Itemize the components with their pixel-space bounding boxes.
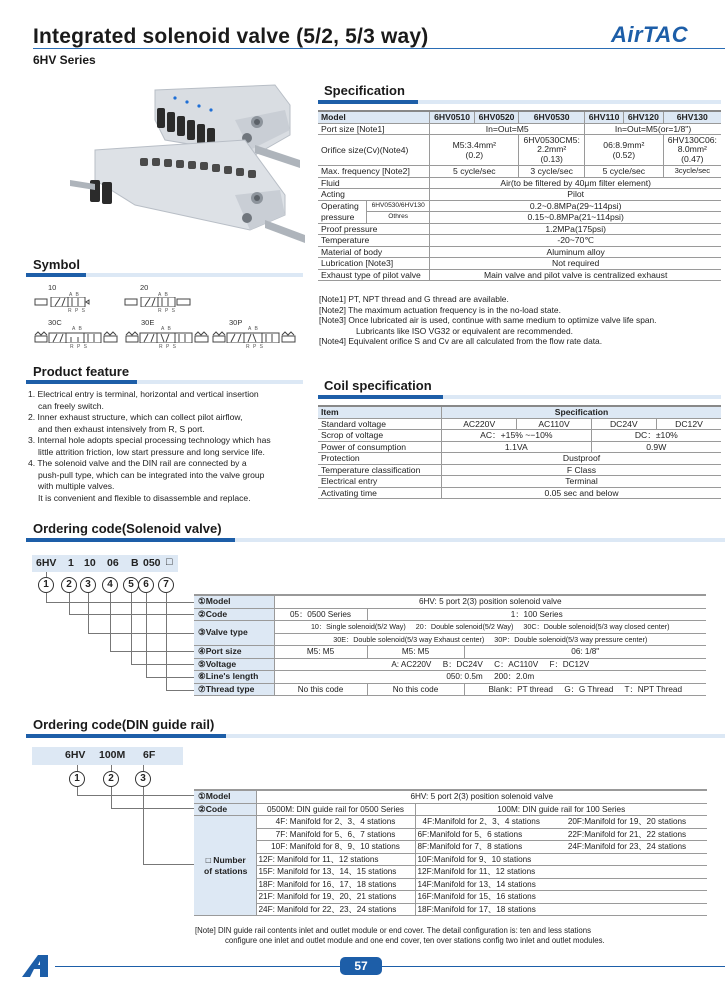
order-value: No this code — [367, 683, 464, 696]
order-value: M5: M5 — [367, 646, 464, 659]
order-key-stations — [194, 816, 256, 916]
coil-label: Standard voltage — [318, 418, 442, 430]
note-1: [Note1] PT, NPT thread and G thread are available. — [319, 294, 509, 304]
coil-header-row — [318, 406, 721, 418]
spec-label: Temperature — [318, 235, 430, 247]
series-label: 6HV Series — [33, 53, 96, 67]
connector-line — [111, 787, 112, 808]
coil-label: Electrical entry — [318, 476, 442, 488]
connector-line — [77, 787, 78, 795]
callout-1: 1 — [38, 577, 54, 593]
feature-item-continued: with multiple valves. — [38, 481, 115, 491]
ordering-valve-heading: Ordering code(Solenoid valve) — [33, 521, 222, 536]
order-key: ⑤Voltage — [194, 658, 274, 671]
callout-3: 3 — [80, 577, 96, 593]
station-option: 14F:Manifold for 13、14 stations — [415, 878, 547, 891]
station-option — [547, 903, 707, 916]
valve-symbol-icon — [212, 331, 297, 343]
spec-model-col: 6HV120 — [624, 111, 664, 123]
coil-label: Scrop of voltage — [318, 430, 442, 442]
coil-value: AC220V — [442, 418, 517, 430]
spec-model-col: 6HV130 — [663, 111, 721, 123]
order-value: No this code — [274, 683, 367, 696]
rail-row-stations — [194, 853, 707, 866]
coil-value: AC：+15% ~−10% — [442, 430, 592, 442]
rail-ordering-table — [194, 789, 707, 916]
coil-value: 1.1VA — [442, 441, 592, 453]
spec-model-col: 6HV0510 — [430, 111, 474, 123]
connector-line — [166, 593, 167, 690]
note-3-continued: Lubricants like ISO VG32 or equivalent are recommended. — [356, 325, 573, 336]
rail-row-stations — [194, 891, 707, 904]
label-line: pressure — [321, 211, 355, 222]
valve-order-code — [32, 555, 178, 572]
coil-row-voltage — [318, 418, 721, 430]
spec-value: -20~70℃ — [430, 235, 721, 247]
spec-row-acting — [318, 189, 721, 201]
station-option: 8F:Manifold for 7、8 stations — [415, 841, 547, 854]
callout-3: 3 — [135, 771, 151, 787]
coil-row-activating — [318, 487, 721, 499]
spec-label: Material of body — [318, 246, 430, 258]
spec-sublabel: 6HV0530/6HV130 — [367, 200, 430, 212]
coil-spec-heading: Coil specification — [324, 378, 432, 393]
rail-row-model — [194, 790, 707, 803]
connector-line — [110, 651, 194, 652]
coil-value: 0.9W — [591, 441, 721, 453]
coil-row-entry — [318, 476, 721, 488]
cv-value: (0.13) — [540, 153, 563, 164]
spec-label: Acting — [318, 189, 430, 201]
spec-value — [585, 135, 664, 166]
rail-order-code — [32, 747, 183, 765]
product-feature-list — [28, 389, 318, 504]
spec-sublabel: Othres — [367, 212, 430, 224]
feature-item: 4. The solenoid valve and the DIN rail are connected by a — [28, 458, 247, 468]
coil-row-temp-class — [318, 464, 721, 476]
spec-label: Fluid — [318, 177, 430, 189]
station-option: 12F:Manifold for 11、12 stations — [415, 866, 547, 879]
order-value: 05：0500 Series — [274, 608, 367, 621]
spec-model-col: 6HV110 — [585, 111, 624, 123]
rail-row-stations — [194, 828, 707, 841]
symbol-code: 30E — [141, 318, 155, 327]
title-divider — [33, 48, 725, 49]
feature-item-continued: push-pull type, which can be integrated into the valve group — [38, 469, 265, 480]
order-row-port-size — [194, 646, 706, 659]
symbol-code: 10 — [48, 283, 57, 292]
connector-line — [111, 808, 194, 809]
footer-divider — [55, 966, 725, 967]
valve-symbol-icon — [34, 331, 119, 343]
callout-7: 7 — [158, 577, 174, 593]
order-value: 050: 0.5m 200：2.0m — [274, 671, 706, 684]
port-labels-bottom: R P S — [159, 344, 177, 350]
rail-row-stations — [194, 816, 707, 829]
code-part-code: 100M — [99, 749, 126, 761]
order-value: Blank：PT thread G：G Thread T：NPT Thread — [464, 683, 706, 696]
connector-line — [88, 593, 89, 633]
order-key: ③Valve type — [194, 621, 274, 646]
spec-label: Port size [Note1] — [318, 123, 430, 135]
rail-row-stations — [194, 878, 707, 891]
coil-label: Activating time — [318, 487, 442, 499]
coil-value: AC110V — [517, 418, 591, 430]
order-row-length — [194, 671, 706, 684]
station-option — [547, 878, 707, 891]
rail-note-line: configure one inlet and outlet module and one end cover, ten over stations config two inlet and outlet modules. — [225, 936, 605, 945]
feature-item: 3. Internal hole adopts special processing technology which has — [28, 435, 271, 445]
spec-value: Aluminum alloy — [430, 246, 721, 258]
spec-row-proof-pressure — [318, 223, 721, 235]
connector-line — [110, 593, 111, 651]
port-labels-bottom: R P S — [158, 308, 176, 314]
manifold-illustration-icon — [35, 80, 305, 250]
spec-model-col: 6HV0520 — [474, 111, 518, 123]
spec-value — [519, 135, 585, 166]
coil-spec-table — [318, 405, 721, 499]
specification-heading: Specification — [324, 83, 405, 98]
order-value: M5: M5 — [274, 646, 367, 659]
spec-value: Main valve and pilot valve is centralized exhaust — [430, 269, 721, 281]
specification-heading-bar — [318, 100, 721, 104]
station-option: 15F: Manifold for 13、14、15 stations — [256, 866, 415, 879]
symbol-30c — [34, 318, 119, 348]
spec-label: Exhaust type of pilot valve — [318, 269, 430, 281]
coil-row-scope — [318, 430, 721, 442]
product-feature-heading: Product feature — [33, 364, 130, 379]
port-labels-top: A B — [248, 326, 259, 332]
spec-value: Air(to be filtered by 40μm filter element) — [430, 177, 721, 189]
cv-value: (0.52) — [612, 150, 636, 160]
rail-row-stations — [194, 866, 707, 879]
orifice-value: 2.2mm² — [537, 144, 567, 155]
product-feature-heading-bar — [26, 380, 303, 384]
connector-line — [146, 593, 147, 677]
symbol-10 — [34, 283, 94, 313]
coil-spec-label: Specification — [442, 406, 722, 418]
label-line: Operating — [321, 200, 359, 211]
code-part-voltage: B — [131, 557, 139, 569]
spec-value: 0.15~0.8MPa(21~114psi) — [430, 212, 721, 224]
port-labels-top: A B — [69, 292, 80, 298]
order-row-model — [194, 595, 706, 608]
station-option: 24F: Manifold for 22、23、24 stations — [256, 903, 415, 916]
connector-line — [143, 787, 144, 864]
connector-line — [143, 864, 194, 865]
station-option: 16F:Manifold for 15、16 stations — [415, 891, 547, 904]
orifice-value: 06:8.9mm² — [603, 140, 645, 150]
rail-row-stations — [194, 841, 707, 854]
feature-item-continued: It is convenient and flexible to disassemble and replace. — [38, 492, 251, 503]
spec-value: Not required — [430, 258, 721, 270]
spec-model-col: 6HV0530 — [519, 111, 585, 123]
symbol-code: 20 — [140, 283, 149, 292]
ordering-rail-heading: Ordering code(DIN guide rail) — [33, 717, 215, 732]
valve-ordering-table — [194, 594, 706, 696]
symbol-code: 30P — [229, 318, 243, 327]
code-part-length: 050 — [143, 557, 161, 569]
station-option: 6F:Manifold for 5、6 stations — [415, 828, 547, 841]
spec-value: 0.2~0.8MPa(29~114psi) — [430, 200, 721, 212]
port-labels-top: A B — [72, 326, 83, 332]
product-image — [35, 80, 305, 250]
coil-value: DC12V — [657, 418, 722, 430]
port-labels-bottom: R P S — [70, 344, 88, 350]
spec-value — [430, 135, 519, 166]
coil-value: DC24V — [591, 418, 656, 430]
station-option: 10F:Manifold for 9、10 stations — [415, 853, 547, 866]
code-part-thread: □ — [166, 556, 173, 568]
connector-line — [46, 593, 47, 602]
order-row-code — [194, 608, 706, 621]
note-2: [Note2] The maximum actuation frequency is in the no-load state. — [319, 304, 561, 315]
coil-label: Protection — [318, 453, 442, 465]
spec-value: 3 cycle/sec — [519, 166, 585, 178]
ordering-valve-heading-bar — [26, 538, 725, 542]
spec-row-exhaust — [318, 269, 721, 281]
station-option: 12F: Manifold for 11、12 stations — [256, 853, 415, 866]
footer-brand-mark-icon — [18, 955, 54, 982]
port-labels-top: A B — [158, 292, 169, 298]
callout-2: 2 — [61, 577, 77, 593]
page-title: Integrated solenoid valve (5/2, 5/3 way) — [33, 25, 429, 48]
coil-value: F Class — [442, 464, 722, 476]
cv-value: (0.47) — [681, 153, 704, 164]
station-option: 18F: Manifold for 16、17、18 stations — [256, 878, 415, 891]
station-option: 10F: Manifold for 8、9、10 stations — [256, 841, 415, 854]
coil-value: DC：±10% — [591, 430, 721, 442]
feature-item: 2. Inner exhaust structure, which can collect pilot airflow, — [28, 412, 243, 422]
spec-header-row — [318, 111, 721, 123]
spec-row-lubrication — [318, 258, 721, 270]
coil-label: Temperature classification — [318, 464, 442, 476]
spec-row-operating-pressure-2 — [318, 212, 721, 224]
rail-note-line: [Note] DIN guide rail contents inlet and outlet module or end cover. The detail configuration is: ten and less stations — [195, 926, 591, 935]
callout-1: 1 — [69, 771, 85, 787]
connector-line — [77, 795, 194, 796]
callout-4: 4 — [102, 577, 118, 593]
spec-row-orifice — [318, 135, 721, 166]
order-value: A: AC220V B：DC24V C：AC110V F：DC12V — [274, 658, 706, 671]
station-option — [547, 853, 707, 866]
order-key: ①Model — [194, 595, 274, 608]
order-value: 1：100 Series — [367, 608, 706, 621]
valve-symbol-icon — [124, 297, 192, 307]
callout-6: 6 — [138, 577, 154, 593]
spec-label: Proof pressure — [318, 223, 430, 235]
specification-table — [318, 110, 721, 281]
order-key: ①Model — [194, 790, 256, 803]
code-part-model: 6HV — [36, 557, 57, 569]
coil-label: Power of consumption — [318, 441, 442, 453]
station-option — [547, 866, 707, 879]
symbol-20 — [124, 283, 194, 313]
code-part-model: 6HV — [65, 749, 86, 761]
symbol-30p — [212, 318, 297, 348]
orifice-value: 8.0mm² — [677, 144, 707, 155]
symbol-heading-bar — [26, 273, 303, 277]
port-labels-top: A B — [161, 326, 172, 332]
spec-value: 5 cycle/sec — [430, 166, 519, 178]
coil-item-label: Item — [318, 406, 442, 418]
spec-model-label: Model — [318, 111, 430, 123]
coil-spec-heading-bar — [318, 395, 721, 399]
note-4: [Note4] Equivalent orifice S and Cv are all calculated from the flow rate data. — [319, 336, 603, 346]
connector-line — [69, 593, 70, 614]
connector-line — [131, 593, 132, 664]
spec-value: 1.2MPa(175psi) — [430, 223, 721, 235]
station-option: 21F: Manifold for 19、20、21 stations — [256, 891, 415, 904]
label-line: of stations — [204, 865, 248, 876]
order-value: 0500M: DIN guide rail for 0500 Series — [256, 803, 415, 816]
code-part-valve-type: 10 — [84, 557, 96, 569]
station-option: 7F: Manifold for 5、6、7 stations — [256, 828, 415, 841]
spec-notes — [319, 294, 725, 347]
ordering-rail-heading-bar — [26, 734, 725, 738]
spec-label: Orifice size(Cv)(Note4) — [318, 135, 430, 166]
orifice-model: 6HV0530CM5: — [523, 134, 580, 145]
orifice-model: 6HV130C06: — [667, 134, 717, 145]
order-row-valve-type-1 — [194, 621, 706, 634]
order-value: 30E：Double solenoid(5/3 way Exhaust center) 30P：Double solenoid(5/3 way pressure center) — [274, 633, 706, 646]
spec-row-port-size — [318, 123, 721, 135]
order-value: 100M: DIN guide rail for 100 Series — [415, 803, 707, 816]
station-option: 20F:Manifold for 19、20 stations — [547, 816, 707, 829]
order-row-voltage — [194, 658, 706, 671]
callout-2: 2 — [103, 771, 119, 787]
connector-line — [166, 690, 194, 691]
coil-value: Dustproof — [442, 453, 722, 465]
order-value: 10：Single solenoid(5/2 Way) 20：Double solenoid(5/2 Way) 30C：Double solenoid(5/3 way closed center) — [274, 621, 706, 634]
spec-row-fluid — [318, 177, 721, 189]
symbol-30e — [125, 318, 210, 348]
port-labels-bottom: R P S — [68, 308, 86, 314]
order-key: ②Code — [194, 608, 274, 621]
coil-value: 0.05 sec and below — [442, 487, 722, 499]
code-part-stations: 6F — [143, 749, 156, 761]
page-number: 57 — [340, 957, 382, 975]
order-key: ⑦Thread type — [194, 683, 274, 696]
station-option: 4F:Manifold for 2、3、4 stations — [415, 816, 547, 829]
label-line: □ Number — [205, 854, 246, 865]
spec-row-material — [318, 246, 721, 258]
station-option: 24F:Manifold for 23、24 stations — [547, 841, 707, 854]
feature-item-continued: can freely switch. — [38, 400, 104, 411]
spec-value: In=Out=M5(or=1/8") — [585, 123, 721, 135]
rail-note — [195, 926, 725, 946]
feature-item-continued: and then exhaust intensively from R, S port. — [38, 423, 205, 434]
rail-row-stations — [194, 903, 707, 916]
connector-line — [131, 664, 194, 665]
order-value: 6HV: 5 port 2(3) position solenoid valve — [256, 790, 707, 803]
order-value: 6HV: 5 port 2(3) position solenoid valve — [274, 595, 706, 608]
spec-value — [663, 135, 721, 166]
callout-5: 5 — [123, 577, 139, 593]
spec-label: Lubrication [Note3] — [318, 258, 430, 270]
feature-item-continued: little attrition friction, low start pressure and long service life. — [38, 446, 265, 457]
symbol-code: 30C — [48, 318, 62, 327]
order-key: ④Port size — [194, 646, 274, 659]
valve-symbol-icon — [34, 297, 96, 307]
connector-line — [88, 633, 194, 634]
station-option — [547, 891, 707, 904]
spec-value: 5 cycle/sec — [585, 166, 664, 178]
note-3: [Note3] Once lubricated air is used, continue with same medium to optimize valve life span. — [319, 315, 657, 325]
symbol-heading: Symbol — [33, 257, 80, 272]
airtac-logo: AirTAC — [611, 22, 689, 47]
station-option: 4F: Manifold for 2、3、4 stations — [256, 816, 415, 829]
orifice-value: M5:3.4mm² — [452, 140, 497, 150]
order-key: ⑥Line's length — [194, 671, 274, 684]
spec-label — [318, 200, 367, 223]
rail-row-code — [194, 803, 707, 816]
cv-value: (0.2) — [465, 150, 484, 160]
coil-row-protection — [318, 453, 721, 465]
spec-row-max-frequency — [318, 166, 721, 178]
spec-row-operating-pressure-1 — [318, 200, 721, 212]
spec-row-temperature — [318, 235, 721, 247]
port-labels-bottom: R P S — [246, 344, 264, 350]
connector-line — [146, 677, 194, 678]
coil-row-power — [318, 441, 721, 453]
spec-value: 3cycle/sec — [663, 166, 721, 178]
spec-value: Pilot — [430, 189, 721, 201]
station-option: 22F:Manifold for 21、22 stations — [547, 828, 707, 841]
code-part-port-size: 06 — [107, 557, 119, 569]
order-value: 06: 1/8" — [464, 646, 706, 659]
spec-value: In=Out=M5 — [430, 123, 585, 135]
order-key: ②Code — [194, 803, 256, 816]
valve-symbol-icon — [125, 331, 210, 343]
code-part-code: 1 — [68, 557, 74, 569]
coil-value: Terminal — [442, 476, 722, 488]
spec-label: Max. frequency [Note2] — [318, 166, 430, 178]
order-row-thread — [194, 683, 706, 696]
station-option: 18F:Manifold for 17、18 stations — [415, 903, 547, 916]
feature-item: 1. Electrical entry is terminal, horizontal and vertical insertion — [28, 389, 259, 399]
